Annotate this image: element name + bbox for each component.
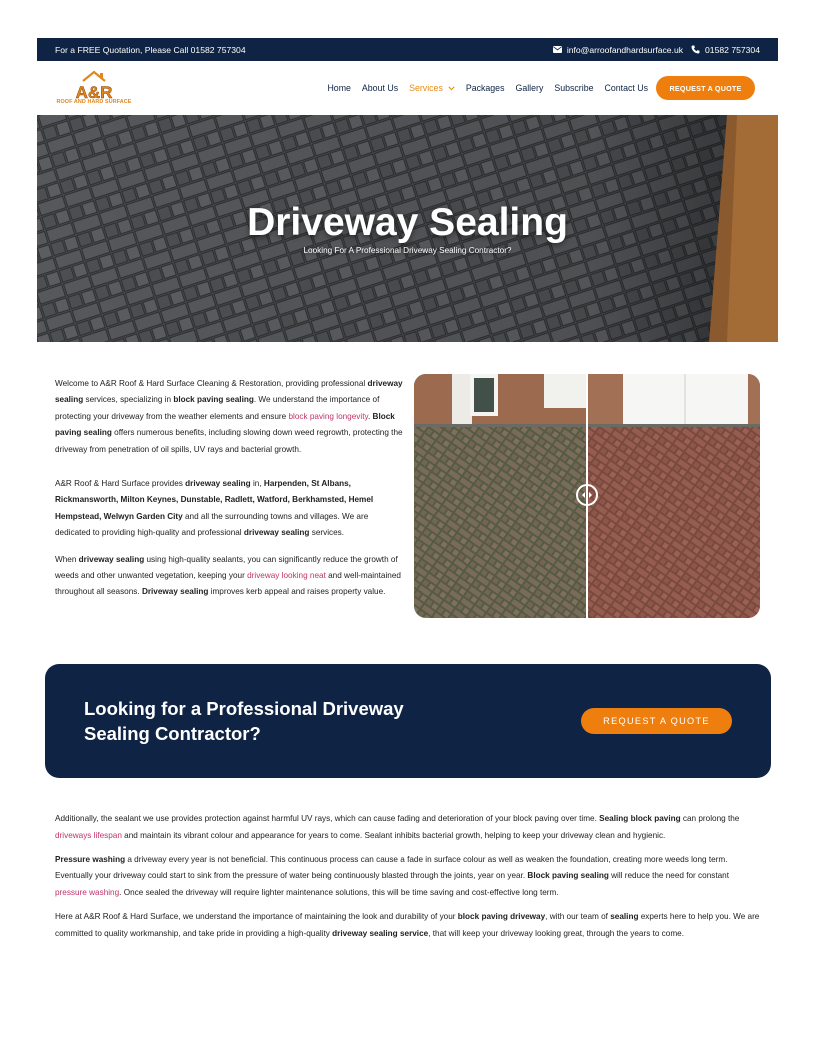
text-run: using high-quality sealants, you can significantly reduce the growth of weeds and other unwanted vegetation, keeping your (55, 554, 398, 581)
envelope-icon (553, 46, 562, 53)
request-quote-button[interactable]: REQUEST A QUOTE (656, 76, 755, 100)
text-run: services, specializing in (83, 395, 174, 405)
cta-request-quote-button[interactable]: REQUEST A QUOTE (581, 708, 732, 734)
intro-paragraph-1 (55, 376, 403, 458)
info-paragraph-3 (55, 909, 763, 942)
text-run: A&R Roof & Hard Surface provides (55, 479, 186, 489)
text-run: a driveway every year is not beneficial. This continuous process can cause a fade in surface colour as well as weaken the foundation, creating more weeds long term. Eventually your driveway could start to sink from the pressure of water being continuously blasted through the joints, year on year. (55, 854, 728, 881)
text-run: Here at A&R Roof & Hard Surface, we understand the importance of maintaining the look and durability of your (55, 911, 458, 921)
logo-tagline: ROOF AND HARD SURFACE (56, 99, 132, 105)
text-run: and all the surrounding towns and villages. We are dedicated to providing high-quality and professional (55, 511, 369, 538)
nav-item-services-label: Services (409, 83, 443, 93)
text-run: services. (309, 528, 345, 538)
info-paragraph-1 (55, 811, 763, 844)
phone-link[interactable] (691, 45, 760, 55)
driveway-looking-neat-link[interactable]: driveway looking neat (247, 571, 326, 581)
text-run: and well-maintained throughout all seasons. (55, 571, 401, 597)
hero-subtitle: Looking For A Professional Driveway Sealing Contractor? (303, 246, 512, 255)
email-address: info@arroofandhardsurface.uk (566, 44, 684, 55)
bold-run: Sealing block paving (599, 814, 681, 823)
pressure-washing-link[interactable]: pressure washing (55, 887, 120, 897)
bold-run: Block paving sealing (55, 411, 395, 438)
before-after-slider[interactable] (414, 374, 760, 618)
nav-item-about-us[interactable]: About Us (361, 83, 399, 93)
bold-run: driveway sealing service (332, 928, 429, 938)
bold-run: driveway sealing (55, 379, 403, 405)
text-run: offers numerous benefits, including slowing down weed regrowth, protecting the driveway from penetration of oil spills, UV rays and bacterial growth. (55, 428, 403, 454)
bold-run: block paving driveway (457, 911, 546, 921)
text-run: , that will keep your driveway looking great, through the years to come. (428, 928, 684, 938)
nav-item-packages[interactable]: Packages (465, 83, 505, 93)
text-run: , with our team of (545, 911, 611, 921)
svg-text:A&R: A&R (75, 83, 113, 102)
nav-item-subscribe[interactable]: Subscribe (554, 83, 594, 93)
nav-item-contact-us[interactable]: Contact Us (604, 83, 648, 93)
phone-icon (691, 45, 700, 54)
bold-run: driveway sealing (185, 479, 251, 489)
text-run: Welcome to A&R Roof & Hard Surface Cleaning & Restoration, providing professional (55, 379, 368, 388)
cta-banner (45, 664, 771, 778)
bold-run: block paving sealing (173, 395, 254, 405)
text-run: experts here to help you. We are committed to quality workmanship, and take pride in providing a high-quality (55, 911, 760, 938)
bold-run: driveway sealing (78, 554, 145, 564)
text-run: . (367, 411, 373, 421)
text-run: . Once sealed the driveway will require lighter maintenance solutions, this will be time saving and cost-effective long term. (119, 887, 559, 897)
bold-run: Harpenden, St Albans, Rickmansworth, Milton Keynes, Dunstable, Radlett, Watford, Berkhamsted, Hemel Hempstead, Welwyn Garden City (55, 479, 374, 521)
top-contact-links (553, 45, 760, 55)
text-run: in, (250, 479, 264, 489)
nav-item-gallery[interactable]: Gallery (515, 83, 544, 93)
intro-paragraph-2 (55, 476, 403, 542)
text-run: When (55, 554, 79, 564)
hero-title: Driveway Sealing (247, 201, 568, 244)
nav-item-home[interactable]: Home (327, 83, 351, 93)
bold-run: Pressure washing (55, 854, 126, 864)
phone-number: 01582 757304 (705, 44, 760, 55)
free-quote-call-text: For a FREE Quotation, Please Call 01582 757304 (55, 44, 246, 55)
drag-arrows-icon (581, 491, 593, 499)
text-run: can prolong the (680, 814, 740, 823)
top-contact-bar (37, 38, 778, 61)
text-run: improves kerb appeal and raises property value. (208, 587, 386, 597)
bold-run: driveway sealing (243, 528, 310, 538)
additional-info-section (55, 811, 763, 950)
driveways-lifespan-link[interactable]: driveways lifespan (55, 830, 122, 840)
hero-banner (37, 115, 778, 342)
text-run: and maintain its vibrant colour and appearance for years to come. Sealant inhibits bacterial growth, helping to keep your driveway clean and hygienic. (121, 830, 666, 840)
bold-run: Driveway sealing (141, 587, 209, 597)
email-link[interactable] (553, 45, 683, 55)
text-run: will reduce the need for constant (608, 871, 730, 881)
nav-item-services[interactable] (409, 83, 455, 93)
bold-run: Block paving sealing (527, 871, 609, 881)
main-navigation (327, 61, 648, 115)
chevron-down-icon (448, 86, 455, 91)
text-run: Additionally, the sealant we use provides protection against harmful UV rays, which can cause fading and deterioration of your block paving over time. (55, 814, 600, 823)
info-paragraph-2 (55, 852, 763, 902)
text-run: . We understand the importance of protecting your driveway from the weather elements and ensure (55, 395, 380, 421)
main-header (37, 61, 778, 115)
intro-section (55, 376, 403, 613)
slider-handle[interactable] (576, 484, 598, 506)
block-paving-longevity-link[interactable]: block paving longevity (288, 411, 368, 421)
intro-paragraph-3 (55, 552, 403, 601)
cta-title: Looking for a Professional Driveway Sealing Contractor? (84, 698, 404, 744)
bold-run: sealing (610, 911, 639, 921)
